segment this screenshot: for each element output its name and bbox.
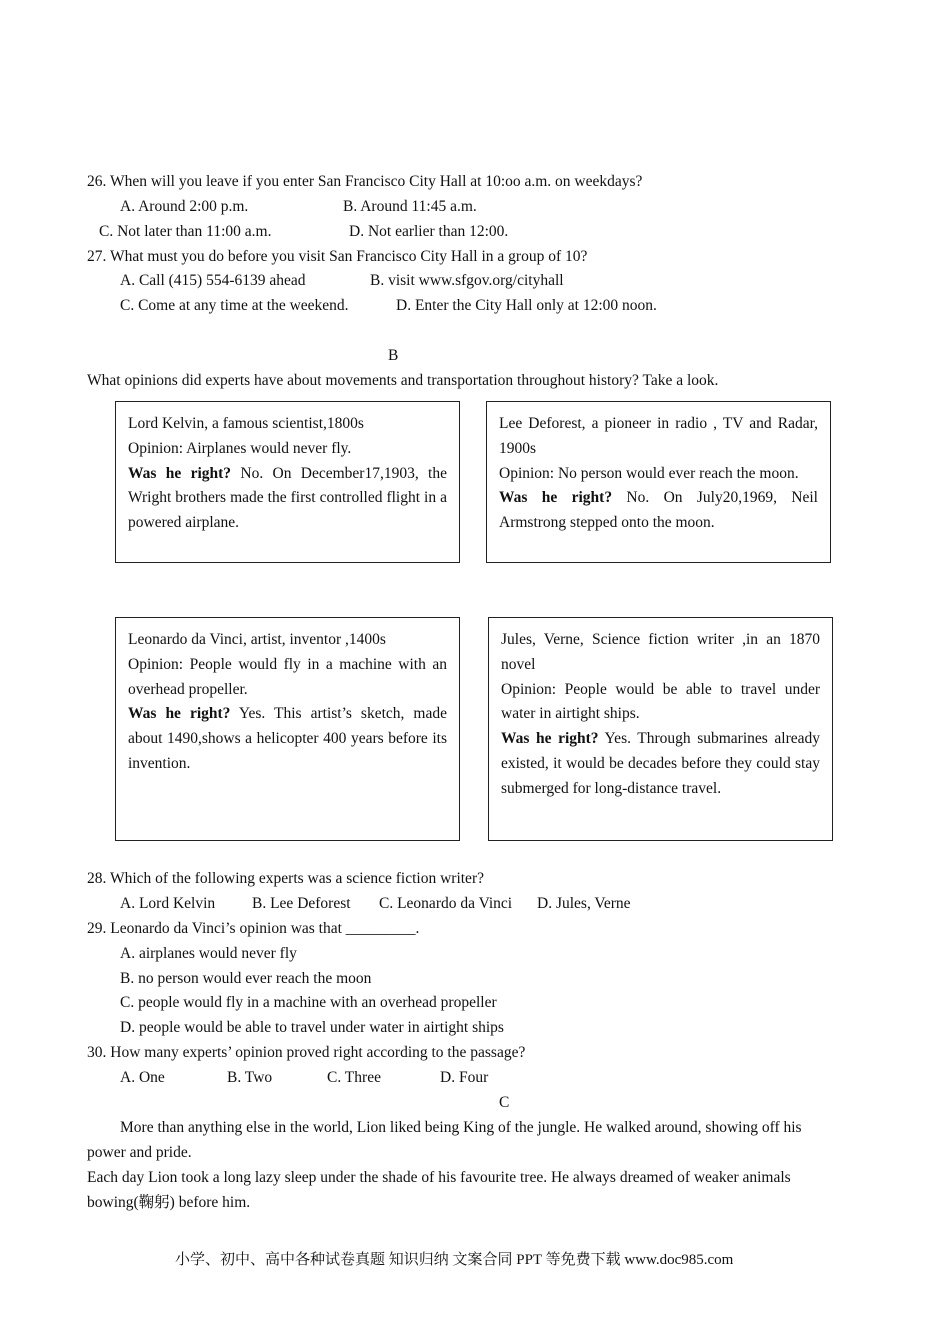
section-c-p2-line1: Each day Lion took a long lazy sleep under the shade of his favourite tree. He always dreamed of weaker animals	[87, 1169, 791, 1186]
deforest-identity: Lee Deforest, a pioneer in radio , TV and Radar, 1900s	[499, 415, 818, 457]
q30-option-c: C. Three	[327, 1069, 381, 1086]
kelvin-verdict-text: No. On December17,1903, the Wright brothers made the first controlled flight in a powered airplane.	[128, 464, 447, 532]
deforest-verdict-label: Was he right?	[499, 489, 613, 507]
q30-stem: 30. How many experts’ opinion proved right according to the passage?	[87, 1044, 526, 1061]
q28-option-b: B. Lee Deforest	[252, 895, 351, 912]
q29-stem: 29. Leonardo da Vinci’s opinion was that _________.	[87, 920, 420, 937]
q26-stem: 26. When will you leave if you enter San Francisco City Hall at 10:oo a.m. on weekdays?	[87, 173, 643, 190]
q30-option-a: A. One	[120, 1069, 165, 1086]
q27-stem: 27. What must you do before you visit San Francisco City Hall in a group of 10?	[87, 248, 588, 265]
davinci-verdict-text: Yes. This artist’s sketch, made about 1490,shows a helicopter 400 years before its invention.	[128, 705, 447, 772]
q29-option-b: B. no person would ever reach the moon	[120, 970, 372, 987]
kelvin-identity: Lord Kelvin, a famous scientist,1800s	[128, 415, 364, 432]
section-c-p1-line2: power and pride.	[87, 1144, 192, 1161]
deforest-verdict-text: No. On July20,1969, Neil Armstrong stepped onto the moon.	[499, 489, 818, 532]
deforest-verdict	[499, 486, 818, 536]
verne-verdict	[501, 727, 820, 801]
verne-identity: Jules, Verne, Science fiction writer ,in an 1870 novel	[501, 631, 820, 673]
q26-option-b: B. Around 11:45 a.m.	[343, 198, 477, 215]
q30-option-b: B. Two	[227, 1069, 273, 1086]
kelvin-verdict-label: Was he right?	[128, 464, 232, 482]
q26-option-a: A. Around 2:00 p.m.	[120, 198, 249, 215]
davinci-verdict	[128, 702, 447, 776]
q27-option-d: D. Enter the City Hall only at 12:00 noon.	[396, 297, 657, 314]
q27-option-b: B. visit www.sfgov.org/cityhall	[370, 272, 564, 289]
section-b-intro: What opinions did experts have about movements and transportation throughout history? Take a look.	[87, 372, 719, 389]
page-footer: 小学、初中、高中各种试卷真题 知识归纳 文案合同 PPT 等免费下载 www.doc985.com	[175, 1252, 734, 1268]
q29-option-a: A. airplanes would never fly	[120, 945, 297, 962]
q28-option-c: C. Leonardo da Vinci	[379, 895, 513, 912]
expert-box-davinci	[115, 617, 460, 841]
davinci-identity: Leonardo da Vinci, artist, inventor ,1400s	[128, 631, 386, 648]
expert-box-deforest	[486, 401, 831, 563]
kelvin-verdict	[128, 462, 447, 536]
expert-box-verne	[488, 617, 833, 841]
section-b-heading: B	[388, 347, 399, 364]
deforest-opinion: Opinion: No person would ever reach the moon.	[499, 464, 799, 482]
expert-box-kelvin	[115, 401, 460, 563]
q28-stem: 28. Which of the following experts was a science fiction writer?	[87, 870, 484, 887]
davinci-opinion: Opinion: People would fly in a machine with an overhead propeller.	[128, 655, 447, 698]
verne-verdict-label: Was he right?	[501, 730, 599, 748]
section-c-p2-line2: bowing(鞠躬) before him.	[87, 1194, 251, 1211]
section-c-p1-line1: More than anything else in the world, Lion liked being King of the jungle. He walked around, showing off his	[120, 1119, 802, 1136]
q28-option-a: A. Lord Kelvin	[120, 895, 216, 912]
kelvin-opinion: Opinion: Airplanes would never fly.	[128, 439, 352, 457]
q27-option-a: A. Call (415) 554-6139 ahead	[120, 272, 306, 289]
section-c-heading: C	[499, 1094, 510, 1111]
q30-option-d: D. Four	[440, 1069, 489, 1086]
q26-option-c: C. Not later than 11:00 a.m.	[99, 223, 272, 240]
q27-option-c: C. Come at any time at the weekend.	[120, 297, 349, 314]
verne-verdict-text: Yes. Through submarines already existed, it would be decades before they could stay submerged for long-distance travel.	[501, 730, 820, 797]
q28-option-d: D. Jules, Verne	[537, 895, 631, 912]
q29-option-c: C. people would fly in a machine with an overhead propeller	[120, 994, 497, 1011]
q29-option-d: D. people would be able to travel under water in airtight ships	[120, 1019, 504, 1036]
davinci-verdict-label: Was he right?	[128, 705, 231, 723]
q26-option-d: D. Not earlier than 12:00.	[349, 223, 509, 240]
verne-opinion: Opinion: People would be able to travel under water in airtight ships.	[501, 680, 820, 723]
